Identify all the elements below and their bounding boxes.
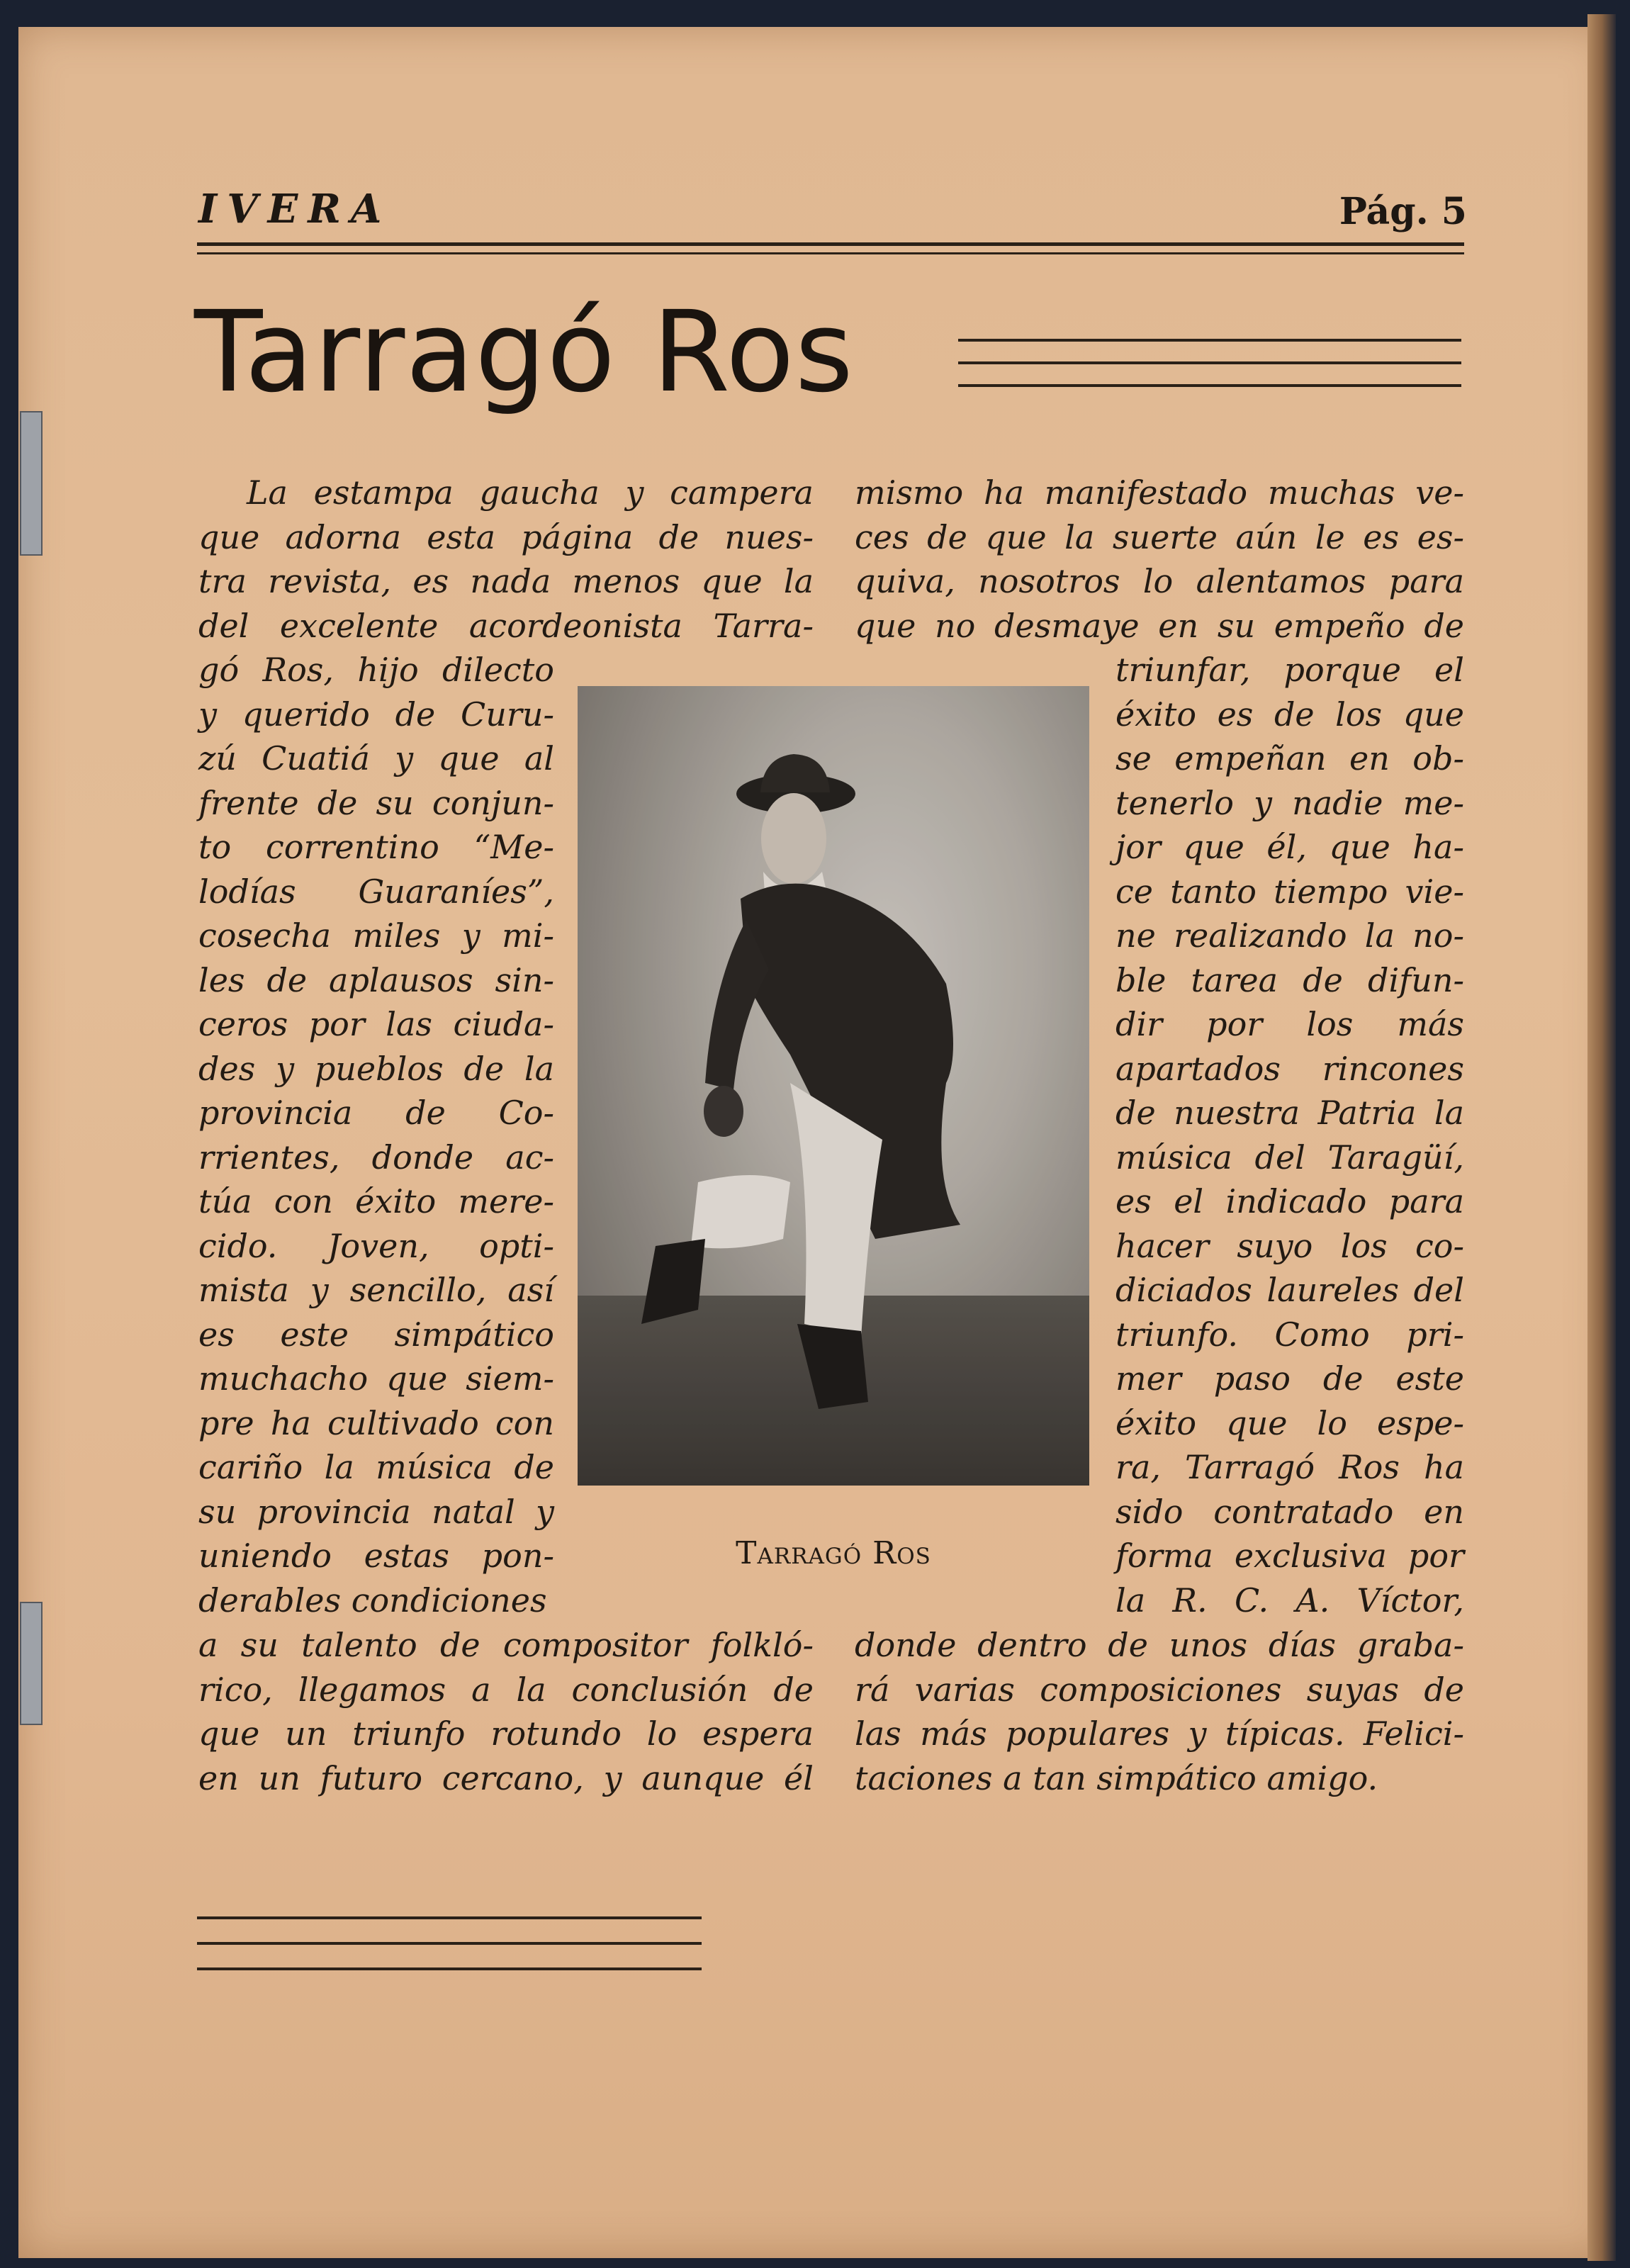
- text-line: diciados laureles del: [1115, 1271, 1464, 1309]
- portrait-figure: [578, 686, 1089, 1486]
- text-line: en un futuro cercano, y aunque él: [198, 1758, 814, 1797]
- column-2-bottom: [855, 1623, 1464, 1800]
- text-line: uniendo estas pon-: [198, 1537, 554, 1575]
- page-edge: [1587, 14, 1616, 2261]
- text-line: que un triunfo rotundo lo espera: [198, 1714, 814, 1753]
- text-line: es este simpático: [198, 1315, 554, 1354]
- text-line: triunfar, porque el: [1115, 651, 1464, 689]
- staple: [20, 1602, 43, 1725]
- text-line: ble tarea de difun-: [1115, 960, 1464, 999]
- title-rule: [958, 339, 1461, 342]
- text-line: es el indicado para: [1115, 1182, 1464, 1220]
- text-line: dir por los más: [1115, 1005, 1464, 1043]
- text-line: que adorna esta página de nues-: [198, 517, 814, 556]
- text-line: provincia de Co-: [198, 1094, 554, 1132]
- text-line: se empeñan en ob-: [1115, 739, 1464, 777]
- text-line: ceros por las ciuda-: [198, 1005, 554, 1043]
- text-line: éxito que lo espe-: [1115, 1403, 1464, 1442]
- portrait-photo: [578, 686, 1089, 1486]
- header-rule: [197, 242, 1464, 246]
- text-line: triunfo. Como pri-: [1115, 1315, 1464, 1354]
- title-rule: [958, 361, 1461, 364]
- text-line: jor que él, que ha-: [1115, 828, 1464, 866]
- article-title: Tarragó Ros: [194, 287, 854, 417]
- text-line: mer paso de este: [1115, 1359, 1464, 1398]
- column-1-side: [198, 648, 554, 1622]
- text-line: gó Ros, hijo dilecto: [198, 651, 554, 689]
- text-line: frente de su conjun-: [198, 783, 554, 822]
- text-line: donde dentro de unos días graba-: [855, 1626, 1464, 1664]
- text-line: su provincia natal y: [198, 1492, 554, 1531]
- text-line: y querido de Curu-: [198, 695, 554, 734]
- text-line: de nuestra Patria la: [1115, 1094, 1464, 1132]
- text-line: del excelente acordeonista Tarra-: [198, 606, 814, 645]
- text-line: rico, llegamos a la conclusión de: [198, 1670, 814, 1709]
- text-line: ces de que la suerte aún le es es-: [855, 517, 1464, 556]
- text-line: éxito es de los que: [1115, 695, 1464, 734]
- header-rule: [197, 252, 1464, 254]
- column-2-side: [1115, 648, 1464, 1622]
- text-line: cido. Joven, opti-: [198, 1226, 554, 1265]
- column-1-bottom: [198, 1623, 814, 1800]
- text-line: mista y sencillo, así: [198, 1271, 554, 1309]
- text-line: rrientes, donde ac-: [198, 1138, 554, 1177]
- text-line: sido contratado en: [1115, 1492, 1464, 1531]
- text-line: apartados rincones: [1115, 1049, 1464, 1088]
- text-line: pre ha cultivado con: [198, 1403, 554, 1442]
- text-line: tenerlo y nadie me-: [1115, 783, 1464, 822]
- text-line: La estampa gaucha y campera: [247, 473, 814, 512]
- text-line: les de aplausos sin-: [198, 960, 554, 999]
- text-line: zú Cuatiá y que al: [198, 739, 554, 777]
- text-line: música del Taragüí,: [1115, 1138, 1464, 1177]
- text-line: rá varias composiciones suyas de: [855, 1670, 1464, 1709]
- page-number: Pág. 5: [1339, 190, 1467, 233]
- text-line: mismo ha manifestado muchas ve-: [855, 473, 1464, 512]
- closing-rule: [197, 1942, 702, 1945]
- text-line: túa con éxito mere-: [198, 1182, 554, 1220]
- text-line: muchacho que siem-: [198, 1359, 554, 1398]
- photo-caption: Tarragó Ros: [736, 1535, 931, 1571]
- staple: [20, 411, 43, 556]
- text-line: ce tanto tiempo vie-: [1115, 872, 1464, 911]
- column-2-top: [855, 471, 1464, 648]
- closing-rule: [197, 1916, 702, 1919]
- text-line: hacer suyo los co-: [1115, 1226, 1464, 1265]
- closing-rule: [197, 1967, 702, 1970]
- text-line: forma exclusiva por: [1115, 1537, 1464, 1575]
- text-line: tra revista, es nada menos que la: [198, 562, 814, 600]
- text-line: quiva, nosotros lo alentamos para: [855, 562, 1464, 600]
- text-line: cariño la música de: [198, 1448, 554, 1486]
- column-1-top: [198, 471, 814, 648]
- text-line: las más populares y típicas. Felici-: [855, 1714, 1464, 1753]
- title-rule: [958, 384, 1461, 387]
- text-line: a su talento de compositor folkló-: [198, 1626, 814, 1664]
- text-line: cosecha miles y mi-: [198, 916, 554, 955]
- magazine-name: IVERA: [198, 186, 392, 232]
- text-line: to correntino “Me-: [198, 828, 554, 866]
- text-line: taciones a tan simpático amigo.: [855, 1758, 1378, 1797]
- text-line: ra, Tarragó Ros ha: [1115, 1448, 1464, 1486]
- text-line: que no desmaye en su empeño de: [855, 606, 1464, 645]
- text-line: derables condiciones: [198, 1581, 547, 1619]
- text-line: la R. C. A. Víctor,: [1115, 1581, 1464, 1619]
- text-line: des y pueblos de la: [198, 1049, 554, 1088]
- text-line: lodías Guaraníes”,: [198, 872, 554, 911]
- text-line: ne realizando la no-: [1115, 916, 1464, 955]
